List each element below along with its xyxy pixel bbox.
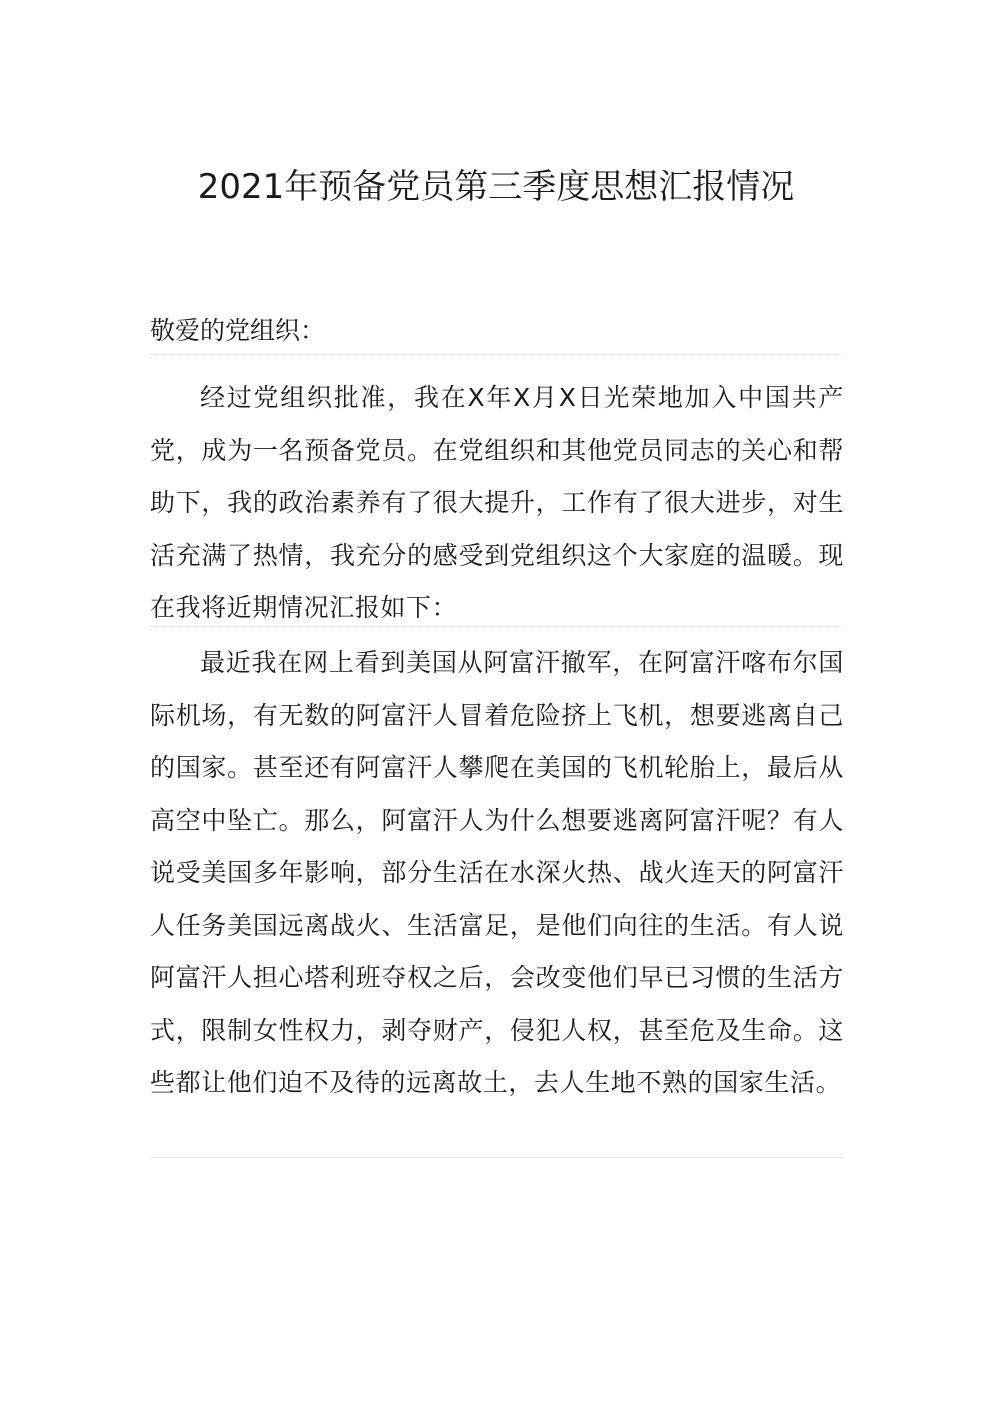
divider bbox=[150, 626, 844, 627]
divider bbox=[150, 1157, 844, 1158]
paragraph-intro: 经过党组织批准，我在X年X月X日光荣地加入中国共产党，成为一名预备党员。在党组织和其他党员同志的关心和帮助下，我的政治素养有了很大提升，工作有了很大进步，对生活充满了热情，我充分的感受到党组织这个大家庭的温暖。现在我将近期情况汇报如下： bbox=[150, 383, 844, 622]
divider bbox=[150, 354, 844, 355]
paragraph-afghanistan: 最近我在网上看到美国从阿富汗撤军，在阿富汗喀布尔国际机场，有无数的阿富汗人冒着危险挤上飞机，想要逃离自己的国家。甚至还有阿富汗人攀爬在美国的飞机轮胎上，最后从高空中坠亡。那么，阿富汗人为什么想要逃离阿富汗呢？有人说受美国多年影响，部分生活在水深火热、战火连天的阿富汗人任务美国远离战火、生活富足，是他们向往的生活。有人说阿富汗人担心塔利班夺权之后，会改变他们早已习惯的生活方式，限制女性权力，剥夺财产，侵犯人权，甚至危及生命。这些都让他们迫不及待的远离故土，去人生地不熟的国家生活。 bbox=[150, 648, 844, 1097]
document-title: 2021年预备党员第三季度思想汇报情况 bbox=[197, 167, 795, 207]
salutation: 敬爱的党组织： bbox=[150, 316, 326, 345]
